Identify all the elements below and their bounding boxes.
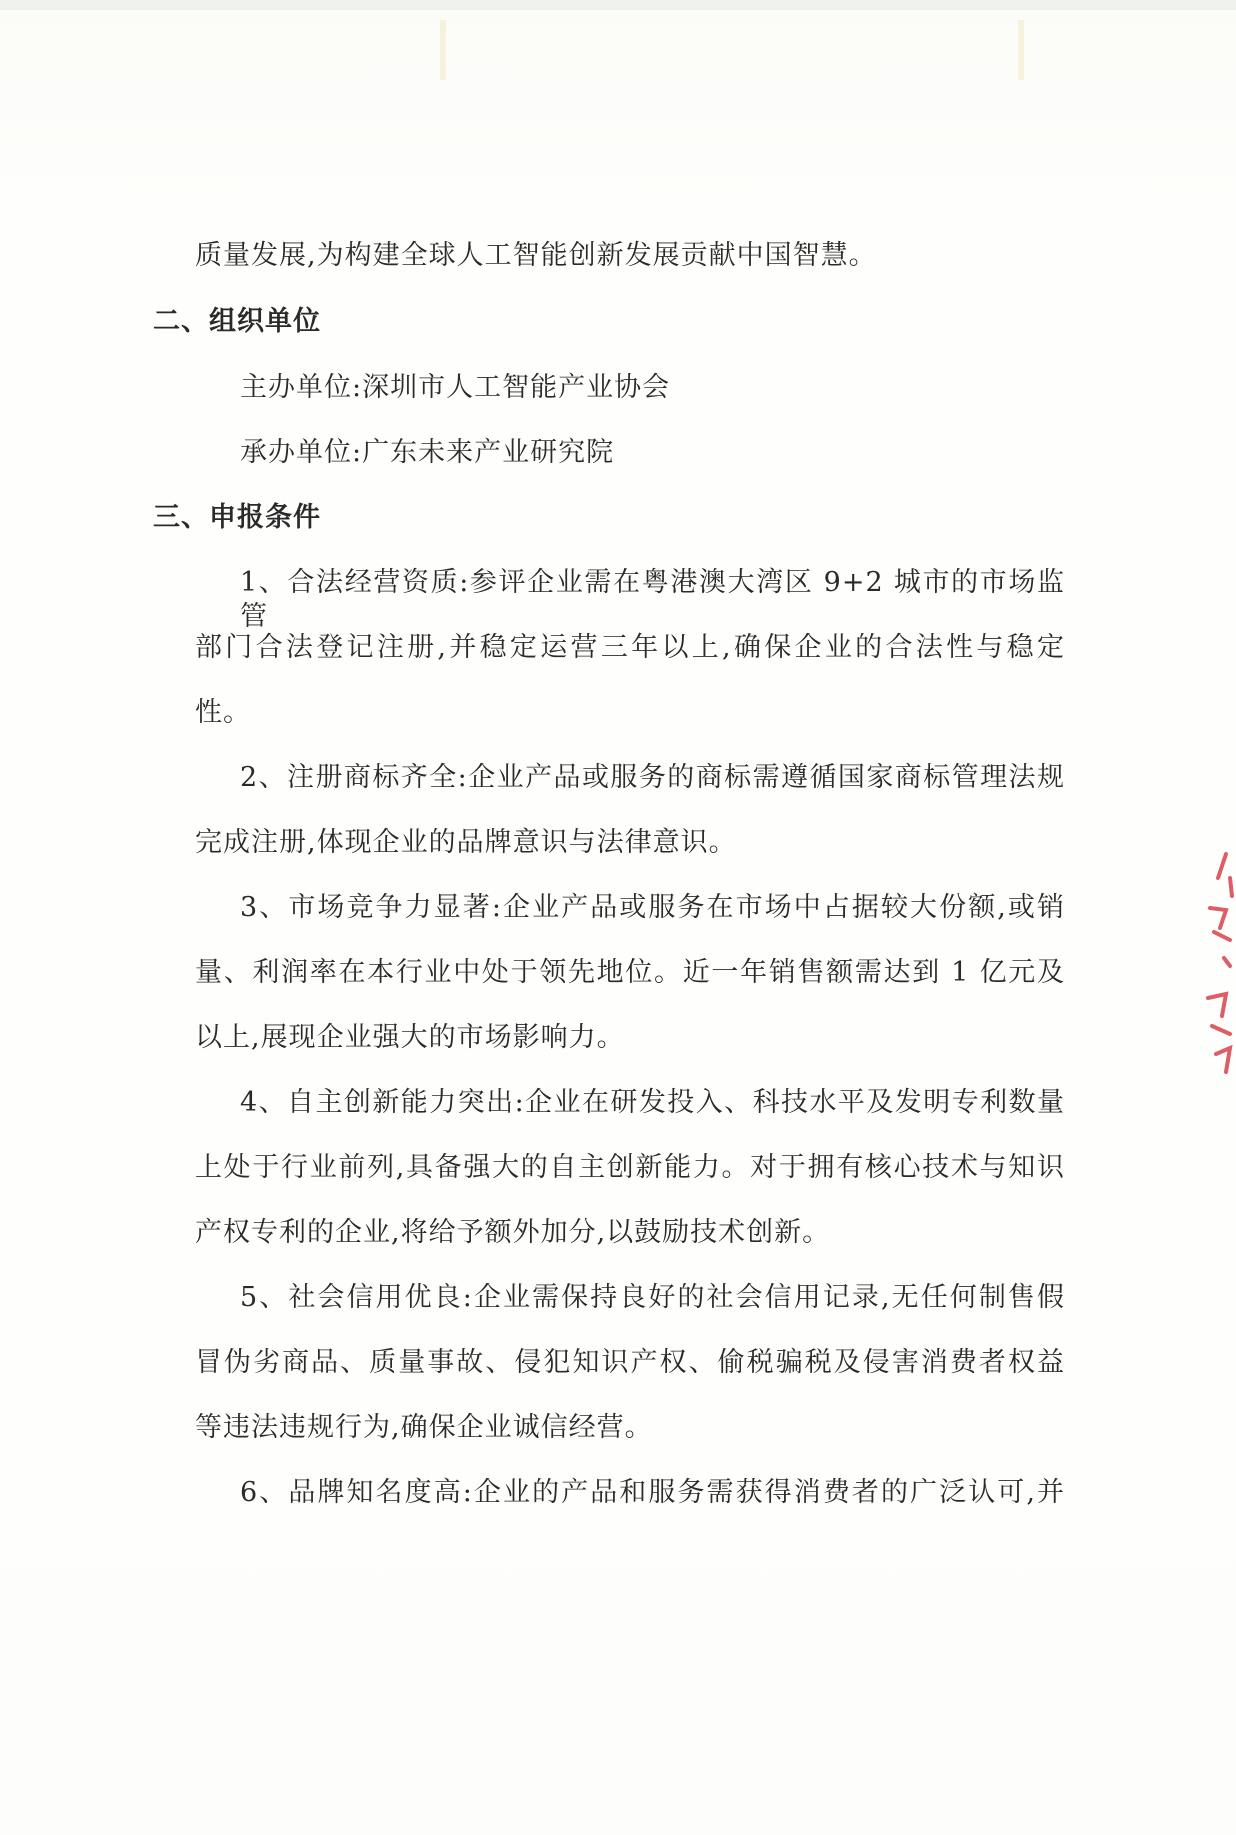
condition-1-line-2: 部门合法登记注册,并稳定运营三年以上,确保企业的合法性与稳定 xyxy=(195,632,1065,663)
condition-3-line-3: 以上,展现企业强大的市场影响力。 xyxy=(195,1022,625,1053)
condition-1-line-3: 性。 xyxy=(195,697,251,728)
condition-4-line-2: 上处于行业前列,具备强大的自主创新能力。对于拥有核心技术与知识 xyxy=(195,1152,1065,1183)
condition-3-line-1: 3、市场竞争力显著:企业产品或服务在市场中占据较大份额,或销 xyxy=(240,892,1065,923)
condition-4-line-3: 产权专利的企业,将给予额外加分,以鼓励技术创新。 xyxy=(195,1217,831,1248)
condition-2-line-1: 2、注册商标齐全:企业产品或服务的商标需遵循国家商标管理法规 xyxy=(240,762,1065,793)
organizer-unit: 承办单位:广东未来产业研究院 xyxy=(240,437,615,468)
intro-line: 质量发展,为构建全球人工智能创新发展贡献中国智慧。 xyxy=(195,240,877,271)
scan-edge xyxy=(0,0,1236,10)
section-heading-conditions: 三、申报条件 xyxy=(153,502,321,533)
condition-1-line-1: 1、合法经营资质:参评企业需在粤港澳大湾区 9+2 城市的市场监管 xyxy=(240,567,1065,632)
condition-3-line-2: 量、利润率在本行业中处于领先地位。近一年销售额需达到 1 亿元及 xyxy=(195,957,1065,988)
condition-2-line-2: 完成注册,体现企业的品牌意识与法律意识。 xyxy=(195,827,737,858)
condition-6-line-1: 6、品牌知名度高:企业的产品和服务需获得消费者的广泛认可,并 xyxy=(240,1477,1065,1508)
scan-artifact xyxy=(1018,20,1024,80)
condition-4-line-1: 4、自主创新能力突出:企业在研发投入、科技水平及发明专利数量 xyxy=(240,1087,1065,1118)
condition-5-line-2: 冒伪劣商品、质量事故、侵犯知识产权、偷税骗税及侵害消费者权益 xyxy=(195,1347,1065,1378)
scan-artifact xyxy=(440,20,446,80)
condition-5-line-1: 5、社会信用优良:企业需保持良好的社会信用记录,无任何制售假 xyxy=(240,1282,1065,1313)
section-heading-organizers: 二、组织单位 xyxy=(153,306,321,337)
condition-5-line-3: 等违法违规行为,确保企业诚信经营。 xyxy=(195,1412,653,1443)
host-unit: 主办单位:深圳市人工智能产业协会 xyxy=(240,372,671,403)
red-seal-stamp-fragment xyxy=(1196,848,1236,1088)
